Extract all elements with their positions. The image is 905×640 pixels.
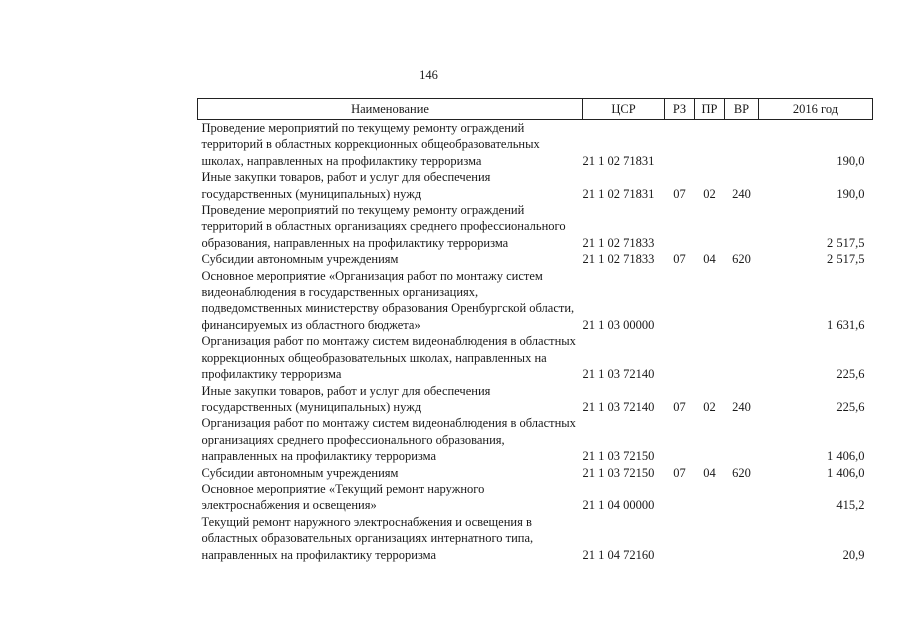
header-year: 2016 год xyxy=(759,99,873,120)
cell-csr: 21 1 02 71831 xyxy=(582,186,655,201)
cell-csr: 21 1 04 72160 xyxy=(582,547,655,562)
header-vr: ВР xyxy=(725,99,759,120)
table-row xyxy=(198,251,873,267)
cell-name: Организация работ по монтажу систем видеонаблюдения в областных организациях среднего профессионального образования, направленных на профилактику терроризма xyxy=(201,416,576,464)
cell-amount: 2 517,5 xyxy=(827,235,865,250)
cell-amount: 1 406,0 xyxy=(827,465,865,480)
cell-vr xyxy=(725,481,759,514)
cell-vr: 620 xyxy=(732,465,751,480)
cell-amount: 225,6 xyxy=(836,399,865,414)
header-csr: ЦСР xyxy=(583,99,665,120)
cell-csr: 21 1 03 72150 xyxy=(582,465,655,480)
header-rz: РЗ xyxy=(665,99,695,120)
table-header-row xyxy=(198,99,873,120)
table-row xyxy=(198,481,873,514)
cell-amount: 415,2 xyxy=(836,498,865,513)
page-number: 146 xyxy=(419,68,438,82)
cell-csr: 21 1 03 72150 xyxy=(582,449,655,464)
cell-vr xyxy=(725,514,759,563)
cell-pr: 04 xyxy=(703,465,716,480)
cell-amount: 1 631,6 xyxy=(827,317,865,332)
table-row xyxy=(198,465,873,481)
cell-rz: 07 xyxy=(673,252,686,267)
cell-amount: 190,0 xyxy=(836,153,865,168)
cell-csr: 21 1 02 71833 xyxy=(582,252,655,267)
table-body xyxy=(198,120,873,563)
cell-vr: 240 xyxy=(732,186,751,201)
cell-vr xyxy=(725,120,759,170)
cell-vr xyxy=(725,333,759,382)
table-row xyxy=(198,514,873,563)
cell-pr xyxy=(695,268,725,334)
table-row xyxy=(198,169,873,202)
cell-amount: 20,9 xyxy=(842,547,865,562)
cell-pr: 02 xyxy=(703,186,716,201)
cell-rz xyxy=(665,481,695,514)
cell-rz xyxy=(665,415,695,464)
cell-csr: 21 1 03 72140 xyxy=(582,399,655,414)
table-header xyxy=(198,99,873,120)
cell-rz: 07 xyxy=(673,465,686,480)
cell-pr xyxy=(695,415,725,464)
table-row xyxy=(198,202,873,251)
cell-csr: 21 1 02 71831 xyxy=(582,153,655,168)
cell-name: Субсидии автономным учреждениям xyxy=(201,252,399,267)
cell-name: Проведение мероприятий по текущему ремонту ограждений территорий в областных коррекционных общеобразовательных школах, направленных на профилактику терроризма xyxy=(201,121,540,168)
cell-amount: 225,6 xyxy=(836,367,865,382)
cell-csr: 21 1 03 00000 xyxy=(582,317,655,332)
cell-name: Текущий ремонт наружного электроснабжения и освещения в областных образовательных организациях интернатного типа, направленных на профилактику терроризма xyxy=(201,514,534,562)
cell-csr: 21 1 02 71833 xyxy=(582,235,655,250)
table-row xyxy=(198,383,873,416)
table-row xyxy=(198,268,873,334)
header-pr: ПР xyxy=(695,99,725,120)
table-row xyxy=(198,120,873,170)
cell-amount: 1 406,0 xyxy=(827,449,865,464)
cell-name: Субсидии автономным учреждениям xyxy=(201,465,399,480)
cell-amount: 2 517,5 xyxy=(827,252,865,267)
budget-table xyxy=(197,98,873,563)
cell-pr: 02 xyxy=(703,399,716,414)
cell-csr: 21 1 04 00000 xyxy=(582,498,655,513)
cell-name: Иные закупки товаров, работ и услуг для обеспечения государственных (муниципальных) нужд xyxy=(201,383,491,414)
cell-vr: 240 xyxy=(732,399,751,414)
table-row xyxy=(198,415,873,464)
cell-pr xyxy=(695,202,725,251)
cell-name: Основное мероприятие «Текущий ремонт наружного электроснабжения и освещения» xyxy=(201,481,485,513)
cell-rz xyxy=(665,333,695,382)
cell-amount: 190,0 xyxy=(836,186,865,201)
cell-pr xyxy=(695,120,725,170)
cell-pr: 04 xyxy=(703,252,716,267)
cell-name: Проведение мероприятий по текущему ремонту ограждений территорий в областных организациях среднего профессионального образования, направленных на профилактику терроризма xyxy=(201,203,566,250)
cell-vr xyxy=(725,202,759,251)
cell-pr xyxy=(695,481,725,514)
cell-vr xyxy=(725,415,759,464)
table-row xyxy=(198,333,873,382)
cell-name: Основное мероприятие «Организация работ по монтажу систем видеонаблюдения в государственных организациях, подведомственных министерству образования Оренбургской области, финансируемых из областного бюджета» xyxy=(201,268,575,332)
cell-pr xyxy=(695,514,725,563)
cell-rz: 07 xyxy=(673,186,686,201)
cell-vr xyxy=(725,268,759,334)
cell-rz xyxy=(665,120,695,170)
cell-vr: 620 xyxy=(732,252,751,267)
cell-rz: 07 xyxy=(673,399,686,414)
cell-rz xyxy=(665,202,695,251)
cell-rz xyxy=(665,268,695,334)
cell-csr: 21 1 03 72140 xyxy=(582,367,655,382)
cell-name: Иные закупки товаров, работ и услуг для обеспечения государственных (муниципальных) нужд xyxy=(201,170,491,201)
cell-name: Организация работ по монтажу систем видеонаблюдения в областных коррекционных общеобразовательных школах, направленных на профилактику терроризма xyxy=(201,334,576,382)
cell-rz xyxy=(665,514,695,563)
header-name: Наименование xyxy=(198,99,583,120)
cell-pr xyxy=(695,333,725,382)
